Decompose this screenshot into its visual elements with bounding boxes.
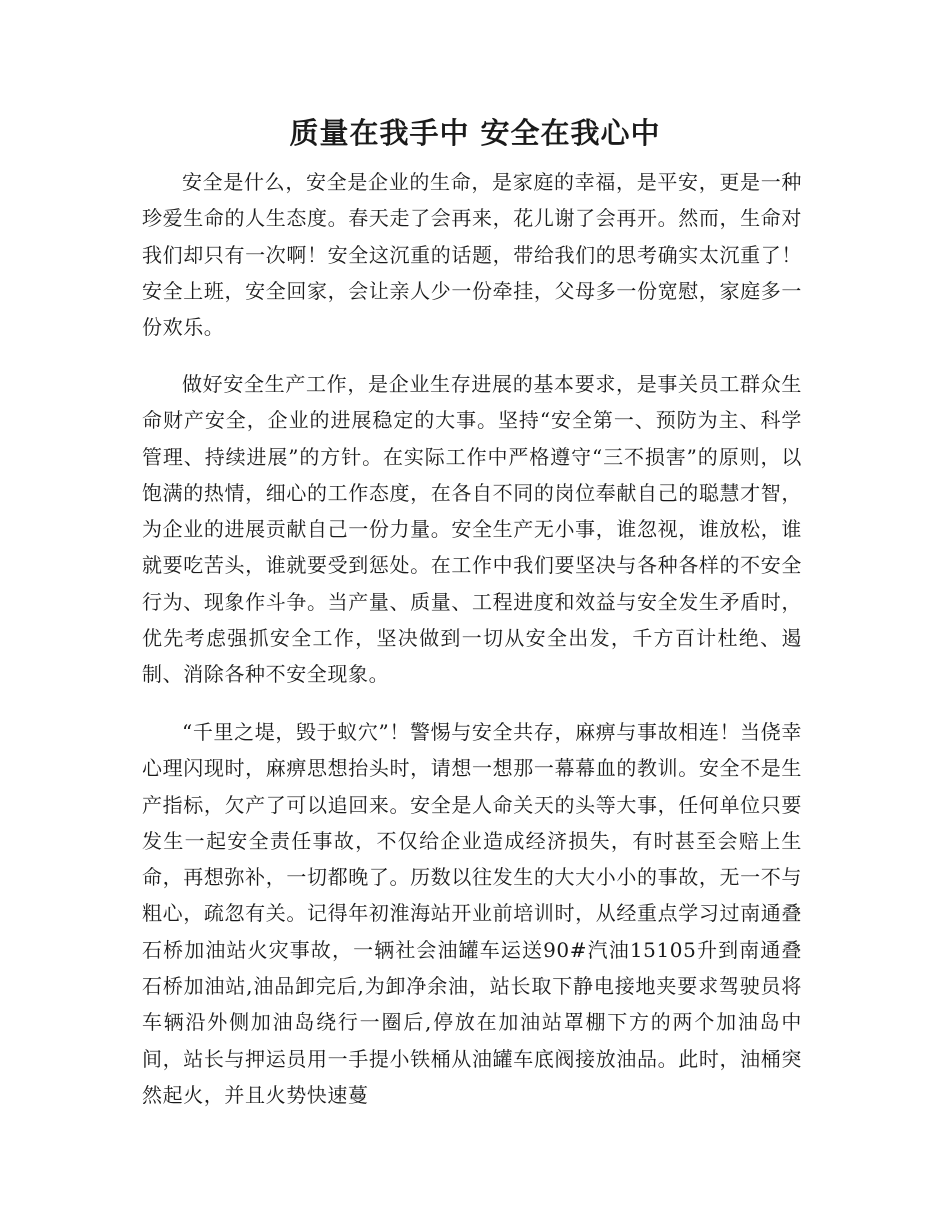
- paragraph-3: “千里之堤，毁于蚁穴”！警惕与安全共存，麻痹与事故相连！当侥幸心理闪现时，麻痹思想抬头时，请想一想那一幕幕血的教训。安全不是生产指标，欠产了可以追回来。安全是人命关天的头等大事，任何单位只要发生一起安全责任事故，不仅给企业造成经济损失，有时甚至会赔上生命，再想弥补，一切都晚了。历数以往发生的大大小小的事故，无一不与粗心，疏忽有关。记得年初淮海站开业前培训时，从经重点学习过南通叠石桥加油站火灾事故，一辆社会油罐车运送90#汽油15105升到南通叠石桥加油站,油品卸完后,为卸净余油，站长取下静电接地夹要求驾驶员将车辆沿外侧加油岛绕行一圈后,停放在加油站罩棚下方的两个加油岛中间，站长与押运员用一手提小铁桶从油罐车底阀接放油品。此时，油桶突然起火，并且火势快速蔓: [142, 720, 802, 1107]
- document-title: 质量在我手中 安全在我心中: [289, 116, 661, 150]
- paragraph-2: 做好安全生产工作，是企业生存进展的基本要求，是事关员工群众生命财产安全，企业的进展稳定的大事。坚持“安全第一、预防为主、科学管理、持续进展”的方针。在实际工作中严格遵守“三不损害”的原则，以饱满的热情，细心的工作态度，在各自不同的岗位奉献自己的聪慧才智，为企业的进展贡献自己一份力量。安全生产无小事，谁忽视，谁放松，谁就要吃苦头，谁就要受到惩处。在工作中我们要坚决与各种各样的不安全行为、现象作斗争。当产量、质量、工程进度和效益与安全发生矛盾时，优先考虑强抓安全工作，坚决做到一切从安全出发，千方百计杜绝、遏制、消除各种不安全现象。: [142, 372, 802, 687]
- paragraph-1: 安全是什么，安全是企业的生命，是家庭的幸福，是平安，更是一种珍爱生命的人生态度。春天走了会再来，花儿谢了会再开。然而，生命对我们却只有一次啊！安全这沉重的话题，带给我们的思考确实太沉重了！安全上班，安全回家，会让亲人少一份牵挂，父母多一份宽慰，家庭多一份欢乐。: [142, 170, 802, 340]
